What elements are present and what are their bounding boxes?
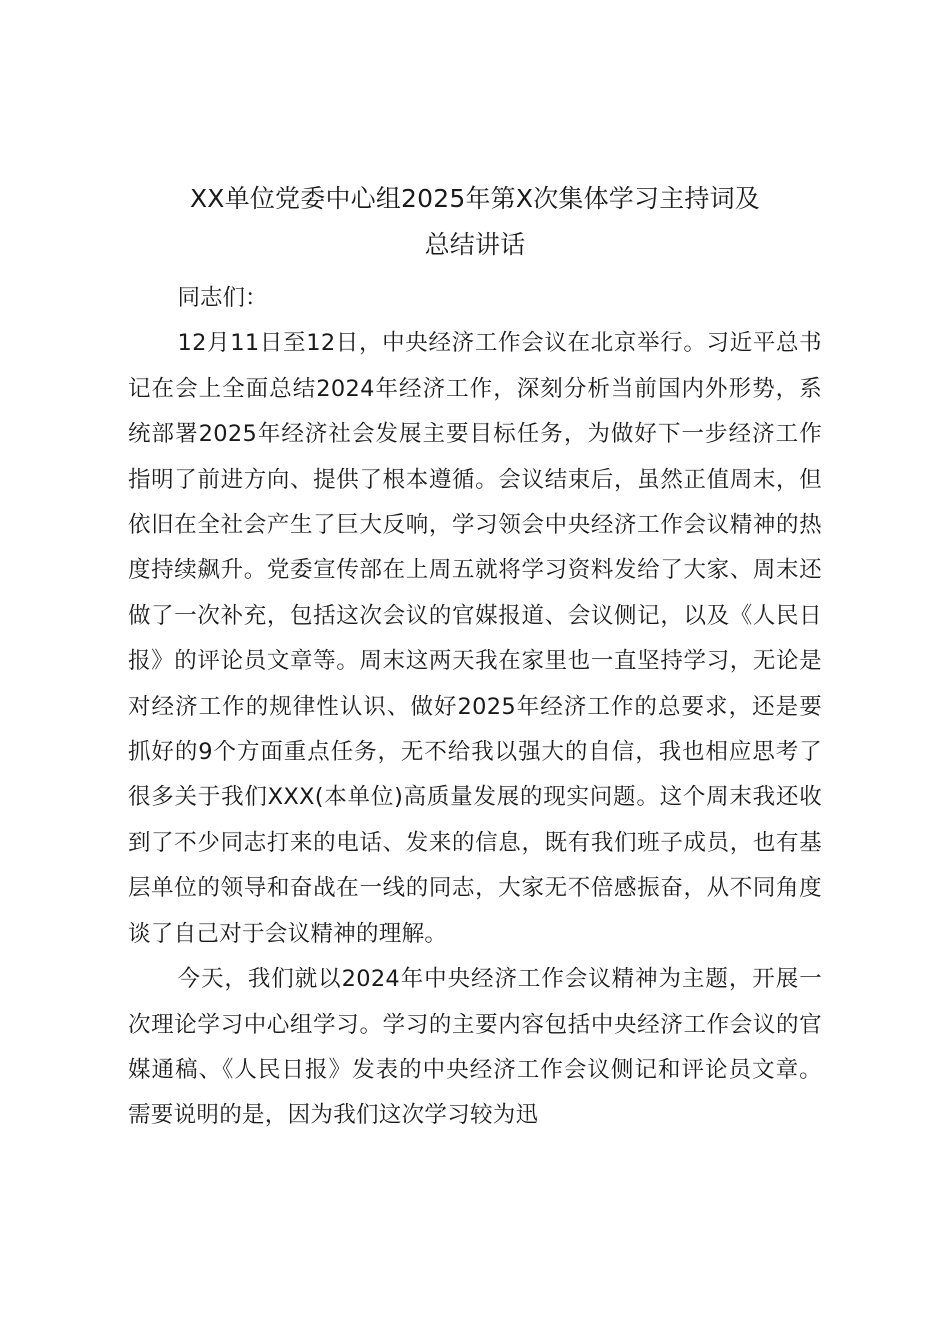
greeting: 同志们：: [177, 285, 268, 311]
document-title-line-1: XX单位党委中心组2025年第X次集体学习主持词及: [189, 184, 760, 213]
paragraph-1: 12月11日至12日，中央经济工作会议在北京举行。习近平总书记在会上全面总结2024年经济工作，深刻分析当前国内外形势，系统部署2025年经济社会发展主要目标任务，为做好下一步经济工作指明了前进方向、提供了根本遵循。会议结束后，虽然正值周末，但依旧在全社会产生了巨大反响，学习领会中央经济工作会议精神的热度持续飙升。党委宣传部在上周五就将学习资料发给了大家、周末还做了一次补充，包括这次会议的官媒报道、会议侧记，以及《人民日报》的评论员文章等。周末这两天我在家里也一直坚持学习，无论是对经济工作的规律性认识、做好2025年经济工作的总要求，还是要抓好的9个方面重点任务，无不给我以强大的自信，我也相应思考了很多关于我们XXX(本单位)高质量发展的现实问题。这个周末我还收到了不少同志打来的电话、发来的信息，既有我们班子成员，也有基层单位的领导和奋战在一线的同志，大家无不倍感振奋，从不同角度谈了自己对于会议精神的理解。: [128, 330, 822, 947]
document-title: [128, 176, 822, 268]
document-body: [128, 276, 822, 1139]
paragraph-2: 今天，我们就以2024年中央经济工作会议精神为主题，开展一次理论学习中心组学习。学习的主要内容包括中央经济工作会议的官媒通稿、《人民日报》发表的中央经济工作会议侧记和评论员文章。需要说明的是，因为我们这次学习较为迅: [128, 966, 822, 1129]
document-title-line-2: 总结讲话: [424, 230, 526, 259]
